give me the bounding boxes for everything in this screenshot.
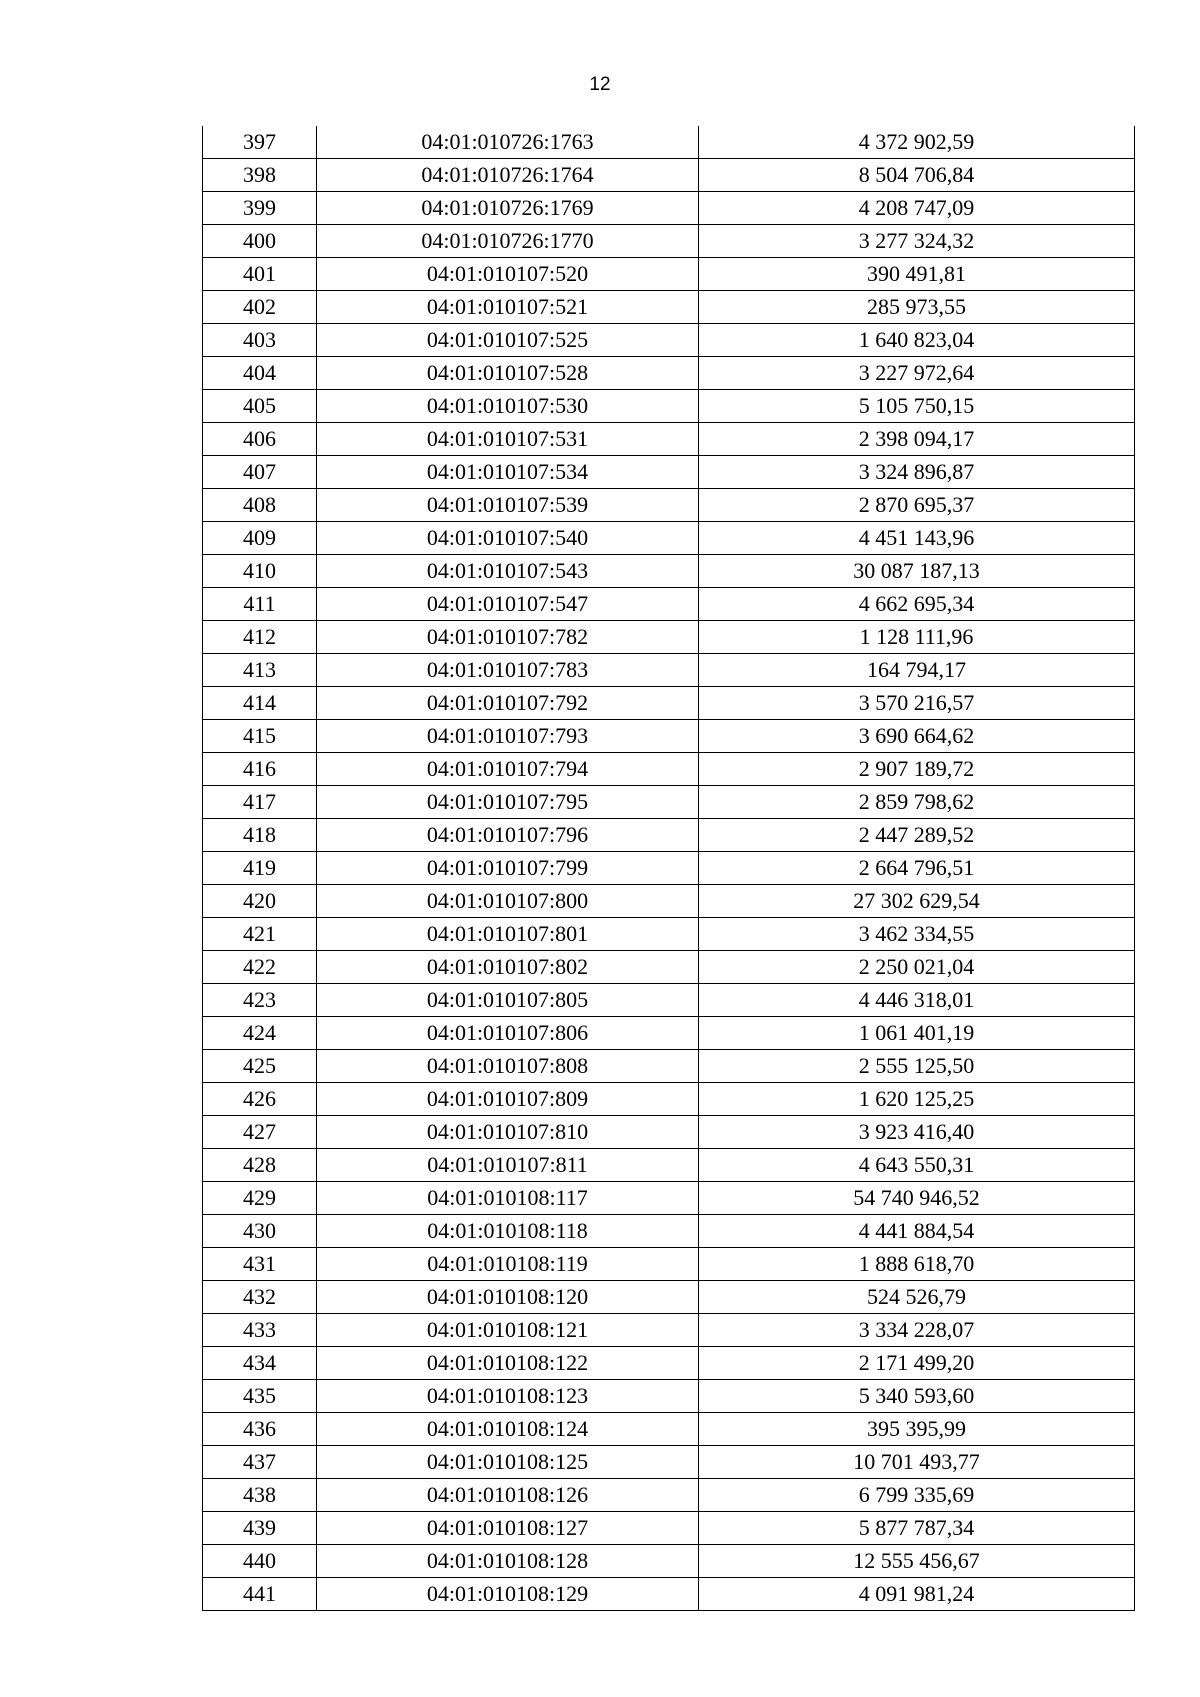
table-row	[203, 588, 1135, 621]
cadastral-value-cell: 1 128 111,96	[699, 621, 1135, 654]
cadastral-value-cell: 3 227 972,64	[699, 357, 1135, 390]
table-row	[203, 192, 1135, 225]
table-row	[203, 456, 1135, 489]
table-row	[203, 423, 1135, 456]
cadastral-value-cell: 27 302 629,54	[699, 885, 1135, 918]
table-row	[203, 159, 1135, 192]
cadastral-number-cell: 04:01:010107:520	[317, 258, 699, 291]
cadastral-value-cell: 2 664 796,51	[699, 852, 1135, 885]
cadastral-number-cell: 04:01:010107:547	[317, 588, 699, 621]
row-number-cell: 399	[203, 192, 317, 225]
row-number-cell: 423	[203, 984, 317, 1017]
table-row	[203, 522, 1135, 555]
row-number-cell: 427	[203, 1116, 317, 1149]
table-row	[203, 984, 1135, 1017]
row-number-cell: 404	[203, 357, 317, 390]
row-number-cell: 415	[203, 720, 317, 753]
table-row	[203, 258, 1135, 291]
row-number-cell: 402	[203, 291, 317, 324]
table-row	[203, 852, 1135, 885]
cadastral-value-cell: 285 973,55	[699, 291, 1135, 324]
row-number-cell: 437	[203, 1446, 317, 1479]
cadastral-number-cell: 04:01:010107:792	[317, 687, 699, 720]
cadastral-number-cell: 04:01:010107:539	[317, 489, 699, 522]
cadastral-number-cell: 04:01:010107:811	[317, 1149, 699, 1182]
cadastral-number-cell: 04:01:010108:118	[317, 1215, 699, 1248]
cadastral-value-cell: 3 570 216,57	[699, 687, 1135, 720]
cadastral-value-cell: 4 446 318,01	[699, 984, 1135, 1017]
row-number-cell: 431	[203, 1248, 317, 1281]
cadastral-number-cell: 04:01:010107:810	[317, 1116, 699, 1149]
cadastral-number-cell: 04:01:010107:800	[317, 885, 699, 918]
table-body	[203, 126, 1135, 1611]
cadastral-number-cell: 04:01:010108:120	[317, 1281, 699, 1314]
table-row	[203, 489, 1135, 522]
cadastral-number-cell: 04:01:010108:122	[317, 1347, 699, 1380]
row-number-cell: 436	[203, 1413, 317, 1446]
cadastral-value-cell: 2 907 189,72	[699, 753, 1135, 786]
cadastral-number-cell: 04:01:010107:782	[317, 621, 699, 654]
cadastral-number-cell: 04:01:010726:1769	[317, 192, 699, 225]
cadastral-value-cell: 395 395,99	[699, 1413, 1135, 1446]
row-number-cell: 411	[203, 588, 317, 621]
row-number-cell: 397	[203, 126, 317, 159]
cadastral-number-cell: 04:01:010107:796	[317, 819, 699, 852]
cadastral-value-cell: 524 526,79	[699, 1281, 1135, 1314]
row-number-cell: 409	[203, 522, 317, 555]
cadastral-value-cell: 3 923 416,40	[699, 1116, 1135, 1149]
row-number-cell: 440	[203, 1545, 317, 1578]
row-number-cell: 418	[203, 819, 317, 852]
table-row	[203, 1281, 1135, 1314]
cadastral-number-cell: 04:01:010107:793	[317, 720, 699, 753]
cadastral-value-cell: 3 462 334,55	[699, 918, 1135, 951]
cadastral-number-cell: 04:01:010108:127	[317, 1512, 699, 1545]
table-row	[203, 357, 1135, 390]
row-number-cell: 410	[203, 555, 317, 588]
table-row	[203, 720, 1135, 753]
row-number-cell: 417	[203, 786, 317, 819]
cadastral-value-cell: 4 643 550,31	[699, 1149, 1135, 1182]
table-row	[203, 786, 1135, 819]
cadastral-value-cell: 2 555 125,50	[699, 1050, 1135, 1083]
row-number-cell: 441	[203, 1578, 317, 1611]
row-number-cell: 405	[203, 390, 317, 423]
cadastral-number-cell: 04:01:010108:125	[317, 1446, 699, 1479]
page-number: 12	[589, 74, 611, 95]
row-number-cell: 416	[203, 753, 317, 786]
row-number-cell: 414	[203, 687, 317, 720]
cadastral-value-table	[202, 126, 1135, 1611]
cadastral-number-cell: 04:01:010107:801	[317, 918, 699, 951]
cadastral-number-cell: 04:01:010107:795	[317, 786, 699, 819]
cadastral-value-cell: 2 859 798,62	[699, 786, 1135, 819]
table-row	[203, 1215, 1135, 1248]
cadastral-value-cell: 390 491,81	[699, 258, 1135, 291]
cadastral-value-cell: 2 250 021,04	[699, 951, 1135, 984]
cadastral-number-cell: 04:01:010108:117	[317, 1182, 699, 1215]
cadastral-number-cell: 04:01:010108:126	[317, 1479, 699, 1512]
cadastral-value-cell: 6 799 335,69	[699, 1479, 1135, 1512]
cadastral-number-cell: 04:01:010108:124	[317, 1413, 699, 1446]
table-row	[203, 1248, 1135, 1281]
table-row	[203, 1578, 1135, 1611]
table-row	[203, 1314, 1135, 1347]
cadastral-value-cell: 2 171 499,20	[699, 1347, 1135, 1380]
row-number-cell: 434	[203, 1347, 317, 1380]
cadastral-number-cell: 04:01:010107:528	[317, 357, 699, 390]
table-row	[203, 951, 1135, 984]
row-number-cell: 426	[203, 1083, 317, 1116]
row-number-cell: 428	[203, 1149, 317, 1182]
row-number-cell: 421	[203, 918, 317, 951]
cadastral-number-cell: 04:01:010726:1764	[317, 159, 699, 192]
table-row	[203, 1380, 1135, 1413]
row-number-cell: 401	[203, 258, 317, 291]
table-row	[203, 1413, 1135, 1446]
table-row	[203, 1512, 1135, 1545]
cadastral-number-cell: 04:01:010107:521	[317, 291, 699, 324]
table-row	[203, 918, 1135, 951]
cadastral-number-cell: 04:01:010107:525	[317, 324, 699, 357]
row-number-cell: 432	[203, 1281, 317, 1314]
table-row	[203, 1050, 1135, 1083]
table-row	[203, 1446, 1135, 1479]
row-number-cell: 413	[203, 654, 317, 687]
table-row	[203, 126, 1135, 159]
cadastral-value-cell: 1 061 401,19	[699, 1017, 1135, 1050]
row-number-cell: 408	[203, 489, 317, 522]
table-row	[203, 225, 1135, 258]
cadastral-number-cell: 04:01:010107:809	[317, 1083, 699, 1116]
row-number-cell: 435	[203, 1380, 317, 1413]
cadastral-number-cell: 04:01:010108:128	[317, 1545, 699, 1578]
cadastral-value-cell: 4 091 981,24	[699, 1578, 1135, 1611]
cadastral-number-cell: 04:01:010107:540	[317, 522, 699, 555]
table-row	[203, 621, 1135, 654]
table-row	[203, 1479, 1135, 1512]
table-row	[203, 819, 1135, 852]
row-number-cell: 438	[203, 1479, 317, 1512]
cadastral-number-cell: 04:01:010107:531	[317, 423, 699, 456]
cadastral-number-cell: 04:01:010108:121	[317, 1314, 699, 1347]
cadastral-number-cell: 04:01:010107:806	[317, 1017, 699, 1050]
cadastral-number-cell: 04:01:010107:805	[317, 984, 699, 1017]
row-number-cell: 422	[203, 951, 317, 984]
cadastral-value-cell: 5 105 750,15	[699, 390, 1135, 423]
row-number-cell: 425	[203, 1050, 317, 1083]
cadastral-value-cell: 1 640 823,04	[699, 324, 1135, 357]
table-row	[203, 1182, 1135, 1215]
cadastral-number-cell: 04:01:010726:1770	[317, 225, 699, 258]
cadastral-number-cell: 04:01:010108:123	[317, 1380, 699, 1413]
row-number-cell: 403	[203, 324, 317, 357]
row-number-cell: 430	[203, 1215, 317, 1248]
table-row	[203, 885, 1135, 918]
row-number-cell: 420	[203, 885, 317, 918]
table-row	[203, 1347, 1135, 1380]
table-row	[203, 753, 1135, 786]
row-number-cell: 429	[203, 1182, 317, 1215]
table-row	[203, 1083, 1135, 1116]
table-row	[203, 555, 1135, 588]
table-row	[203, 390, 1135, 423]
cadastral-number-cell: 04:01:010107:802	[317, 951, 699, 984]
row-number-cell: 400	[203, 225, 317, 258]
cadastral-value-cell: 164 794,17	[699, 654, 1135, 687]
cadastral-value-cell: 4 662 695,34	[699, 588, 1135, 621]
cadastral-value-cell: 8 504 706,84	[699, 159, 1135, 192]
table-row	[203, 654, 1135, 687]
cadastral-value-cell: 4 208 747,09	[699, 192, 1135, 225]
cadastral-value-cell: 5 340 593,60	[699, 1380, 1135, 1413]
cadastral-value-cell: 2 870 695,37	[699, 489, 1135, 522]
cadastral-number-cell: 04:01:010107:794	[317, 753, 699, 786]
cadastral-value-cell: 4 451 143,96	[699, 522, 1135, 555]
table-row	[203, 291, 1135, 324]
table-row	[203, 324, 1135, 357]
cadastral-value-cell: 10 701 493,77	[699, 1446, 1135, 1479]
cadastral-number-cell: 04:01:010107:799	[317, 852, 699, 885]
cadastral-value-cell: 5 877 787,34	[699, 1512, 1135, 1545]
cadastral-value-cell: 4 372 902,59	[699, 126, 1135, 159]
table-row	[203, 1017, 1135, 1050]
cadastral-value-cell: 3 690 664,62	[699, 720, 1135, 753]
row-number-cell: 398	[203, 159, 317, 192]
cadastral-number-cell: 04:01:010107:530	[317, 390, 699, 423]
cadastral-value-cell: 3 334 228,07	[699, 1314, 1135, 1347]
table-row	[203, 1149, 1135, 1182]
cadastral-value-cell: 1 888 618,70	[699, 1248, 1135, 1281]
cadastral-value-cell: 2 398 094,17	[699, 423, 1135, 456]
cadastral-number-cell: 04:01:010108:119	[317, 1248, 699, 1281]
row-number-cell: 439	[203, 1512, 317, 1545]
row-number-cell: 419	[203, 852, 317, 885]
table-row	[203, 1545, 1135, 1578]
cadastral-number-cell: 04:01:010107:808	[317, 1050, 699, 1083]
cadastral-value-cell: 3 277 324,32	[699, 225, 1135, 258]
table-row	[203, 1116, 1135, 1149]
row-number-cell: 407	[203, 456, 317, 489]
row-number-cell: 424	[203, 1017, 317, 1050]
row-number-cell: 433	[203, 1314, 317, 1347]
cadastral-number-cell: 04:01:010108:129	[317, 1578, 699, 1611]
cadastral-value-cell: 2 447 289,52	[699, 819, 1135, 852]
cadastral-value-cell: 54 740 946,52	[699, 1182, 1135, 1215]
cadastral-number-cell: 04:01:010107:534	[317, 456, 699, 489]
cadastral-value-cell: 4 441 884,54	[699, 1215, 1135, 1248]
cadastral-value-cell: 30 087 187,13	[699, 555, 1135, 588]
row-number-cell: 406	[203, 423, 317, 456]
cadastral-value-cell: 1 620 125,25	[699, 1083, 1135, 1116]
table-row	[203, 687, 1135, 720]
row-number-cell: 412	[203, 621, 317, 654]
cadastral-number-cell: 04:01:010726:1763	[317, 126, 699, 159]
cadastral-value-cell: 12 555 456,67	[699, 1545, 1135, 1578]
cadastral-number-cell: 04:01:010107:543	[317, 555, 699, 588]
cadastral-value-cell: 3 324 896,87	[699, 456, 1135, 489]
cadastral-number-cell: 04:01:010107:783	[317, 654, 699, 687]
